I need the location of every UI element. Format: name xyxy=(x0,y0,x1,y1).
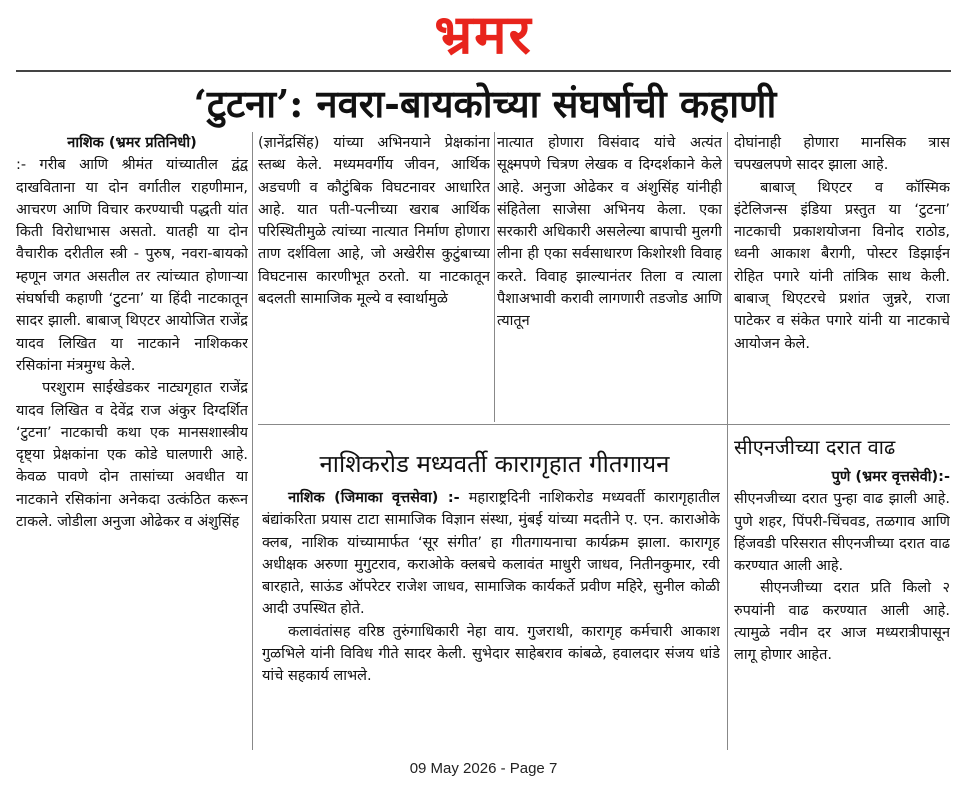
section-divider xyxy=(258,424,950,425)
page-footer: 09 May 2026 - Page 7 xyxy=(409,760,558,777)
story3-dateline: पुणे (भ्रमर वृत्तसेवी):- xyxy=(831,469,950,485)
story2-paragraph-1 xyxy=(262,487,720,621)
story3-paragraph-2: सीएनजीच्या दरात प्रति किलो २ रुपयांनी वाढ करण्यात आली आहे. त्यामुळे नवीन दर आज मध्यरात्रीपासून लागू होणार आहेत. xyxy=(734,580,950,664)
story1-paragraph-3: (ज्ञानेंद्रसिंह) यांच्या अभिनयाने प्रेक्षकांना स्तब्ध केले. मध्यमवर्गीय जीवन, आर्थिक अडचणी व कौटुंबिक विघटनावर आधारित आहे. यात पती-पत्नीच्या खराब आर्थिक परिस्थितीमुळे त्यांच्या नात्यात निर्माण होणारा ताण दर्शविला आहे, जो अखेरीस कुटुंबाच्या विघटनास कारणीभूत ठरतो. या नाटकातून बदलती सामाजिक मूल्ये व स्वार्थामुळे xyxy=(258,135,490,308)
column-divider xyxy=(252,132,253,750)
story1-paragraph-1: :- गरीब आणि श्रीमंत यांच्यातील द्वंद्व दाखविताना या दोन वर्गातील राहणीमान, आचरण आणि विचार करण्याची पद्धती यांत किती विरोधाभास असतो. यातही या दोन वैचारीक दरीतील स्त्री - पुरुष, नवरा-बायको म्हणून जगत असतील तर त्यांच्यात होणाऱ्या संघर्षाची कहाणी ‘टुटना’ या हिंदी नाटकातून सादर झाली. बाबाज् थिएटर आयोजित राजेंद्र यादव लिखित या नाटकाने नाशिककर रसिकांना मंत्रमुग्ध केले. xyxy=(16,157,248,374)
story1-paragraph-6: बाबाज् थिएटर व कॉस्मिक इंटेलिजन्स इंडिया प्रस्तुत या ‘टुटना’ नाटकाची प्रकाशयोजना विनोद राठोड, ध्वनी आकाश बैरागी, पोस्टर डिझाईन रोहित पगारे यांनी तांत्रिक साथ केली. बाबाज् थिएटरचे प्रशांत जुन्नरे, राजा पाटेकर व संकेत पगारे यांनी या नाटकाचे आयोजन केले. xyxy=(734,179,950,352)
column-divider xyxy=(727,132,728,750)
story3-paragraph-1: सीएनजीच्या दरात पुन्हा वाढ झाली आहे. पुणे शहर, पिंपरी-चिंचवड, तळगाव आणि हिंजवडी परिसरात सीएनजीच्या दरात वाढ करण्यात आली आहे. xyxy=(734,491,950,575)
story2-paragraph-2: कलावंतांसह वरिष्ठ तुरुंगाधिकारी नेहा वाय. गुजराथी, कारागृह कर्मचारी आकाश गुळभिले यांनी विविध गीते सादर केली. सुभेदार साहेबराव कांबळे, हवालदार संजय धांडे यांचे सहकार्य लाभले. xyxy=(262,623,720,685)
story1-paragraph-2: परशुराम साईखेडकर नाट्यगृहात राजेंद्र यादव लिखित व देवेंद्र राज अंकुर दिग्दर्शित ‘टुटना’ नाटकाची कथा एक मानसशास्त्रीय दृष्ट्या प्रेक्षकांना एक कोडे घालणारी आहे. केवळ पावणे दोन तासांच्या अवधीत या नाटकाने रसिकांना अनेकदा उत्कंठित करून टाकले. जोडीला अनुजा ओढेकर व अंशुसिंह xyxy=(16,380,248,531)
story1-column-4 xyxy=(734,132,950,422)
story1-paragraph-4: नात्यात होणारा विसंवाद यांचे अत्यंत सूक्ष्मपणे चित्रण लेखक व दिग्दर्शकाने केले आहे. अनुजा ओढेकर व अंशुसिंह यांनीही संहितेला साजेसा अभिनय केला. एका सरकारी अधिकारी असलेल्या बापाची मुलगी लीना ही एका सर्वसाधारण किशोरशी विवाह करते. विवाह झाल्यानंतर तिला व त्याला पैशाअभावी करावी लागणारी तडजोड आणि त्यातून xyxy=(497,135,722,330)
masthead xyxy=(0,0,967,70)
story2-dateline: नाशिक (जिमाका वृत्तसेवा) :- xyxy=(288,490,460,506)
story1-dateline: नाशिक (भ्रमर प्रतिनिधी) xyxy=(67,135,197,151)
story2-headline: नाशिकरोड मध्यवर्ती कारागृहात गीतगायन xyxy=(319,450,670,478)
story1-paragraph-5: दोघांनाही होणारा मानसिक त्रास चपखलपणे सादर झाला आहे. xyxy=(734,135,950,174)
story1-headline: ‘टुटना’: नवरा-बायकोच्या संघर्षाची कहाणी xyxy=(193,81,777,126)
masthead-logo: भ्रमर xyxy=(434,2,533,66)
column-divider xyxy=(494,132,495,422)
story2-paragraph-1-text: महाराष्ट्रदिनी नाशिकरोड मध्यवर्ती कारागृहातील बंद्यांकरिता प्रयास टाटा सामाजिक विज्ञान संस्था, मुंबई यांच्या मदतीने ए. एन. काराओके क्लब, नाशिक यांच्यामार्फत ‘सूर संगीत’ हा गीतगायनाचा कार्यक्रम झाला. कारागृह अधीक्षक अरुणा मुगुटराव, कराओके क्लबचे कलावंत माधुरी जाधव, नितीनकुमार, रवी बारहाते, साऊंड ऑपरेटर राजेश जाधव, सामाजिक कार्यकर्ते प्रवीण महिरे, सुनील कोळी आदी उपस्थित होते. xyxy=(262,490,720,618)
story2-body xyxy=(262,487,720,749)
story1-column-1 xyxy=(16,132,248,750)
story3-body xyxy=(734,466,950,750)
masthead-rule xyxy=(16,70,951,72)
story3-headline: सीएनजीच्या दरात वाढ xyxy=(734,435,896,459)
story1-column-3 xyxy=(497,132,722,422)
story1-column-2 xyxy=(258,132,490,422)
